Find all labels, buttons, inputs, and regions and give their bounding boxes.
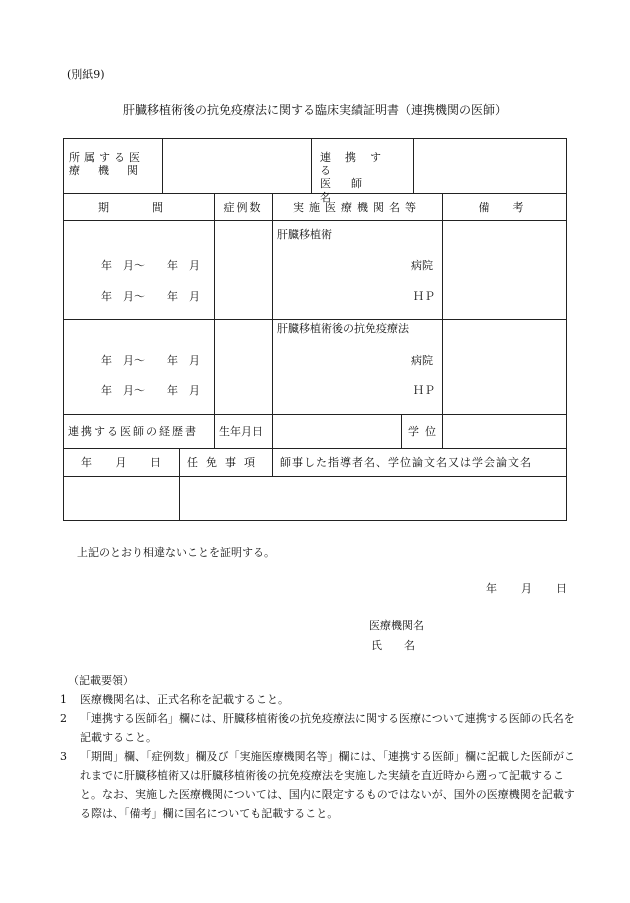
date-day-label: 日 — [556, 582, 567, 595]
rule-v — [413, 138, 414, 193]
affiliation-label-line2: 療機関 — [69, 164, 156, 178]
rule-v — [401, 414, 402, 448]
notes-section — [60, 671, 580, 823]
rule-colheads — [63, 220, 567, 221]
history-date-header — [81, 456, 161, 469]
mentor-field[interactable] — [276, 480, 562, 516]
cases-s2-field[interactable] — [218, 323, 268, 410]
hospital-s2: 病院 — [411, 354, 433, 367]
note-number: 2 — [60, 712, 67, 725]
signature-institution-label: 医療機関名 — [369, 619, 424, 632]
rule-bottom — [63, 520, 567, 521]
rule-left — [63, 138, 64, 521]
certificate-form — [63, 138, 567, 521]
appointment-field[interactable] — [183, 480, 268, 516]
rule-v — [272, 193, 273, 476]
rule-v — [214, 193, 215, 414]
partner-doctor-label-line1: 連携する — [320, 151, 395, 178]
rule-v — [214, 414, 215, 448]
partner-doctor-label — [320, 151, 406, 204]
remarks-s2-field[interactable] — [447, 323, 561, 410]
rule-v — [442, 414, 443, 448]
notes-title: （記載要領） — [68, 674, 134, 687]
certify-statement: 上記のとおり相違ないことを証明する。 — [77, 546, 275, 559]
affiliation-label-line1: 所属する医 — [69, 151, 144, 164]
note-text: 「連携する医師名」欄には、肝臓移植術後の抗免疫療法に関する医療について連携する医師の氏名を記載すること。 — [80, 712, 575, 744]
career-label: 連携する医師の経歴書 — [68, 425, 198, 438]
period-s2-row1[interactable]: 年 月〜 年 月 — [101, 354, 200, 367]
rule-v — [162, 138, 163, 193]
rule-histhead — [63, 476, 567, 477]
date-month-label: 月 — [521, 582, 532, 595]
note-item — [60, 690, 580, 709]
rule-section2 — [63, 414, 567, 415]
hp-s1: ＨＰ — [413, 290, 435, 303]
degree-label: 学位 — [408, 425, 442, 438]
rule-career — [63, 448, 567, 449]
remarks-s1-field[interactable] — [447, 224, 561, 314]
note-number: 1 — [60, 693, 67, 706]
affiliation-label — [69, 151, 157, 177]
period-header: 期 間 — [98, 201, 179, 214]
rule-v — [442, 193, 443, 414]
note-item — [60, 747, 580, 823]
history-month-label: 月 — [115, 456, 127, 469]
partner-doctor-field[interactable] — [418, 142, 562, 189]
institution-header: 実施医療機関名等 — [293, 201, 421, 214]
dob-field[interactable] — [275, 418, 397, 444]
dob-label: 生年月日 — [219, 425, 263, 438]
history-year-label: 年 — [81, 456, 92, 469]
document-number: (別紙9) — [67, 68, 105, 81]
rule-v — [311, 138, 312, 193]
appointment-header: 任免事項 — [187, 456, 263, 469]
page-title: 肝臓移植術後の抗免疫療法に関する臨床実績証明書（連携機関の医師） — [122, 103, 507, 117]
note-text: 医療機関名は、正式名称を記載すること。 — [80, 693, 289, 706]
remarks-header: 備 考 — [478, 201, 530, 214]
history-date-field[interactable] — [67, 480, 175, 516]
cases-s1-field[interactable] — [218, 224, 268, 314]
rule-right — [566, 138, 567, 521]
partner-doctor-label-line2: 医師名 — [320, 177, 382, 204]
rule-header — [63, 193, 567, 194]
period-s2-row2[interactable]: 年 月〜 年 月 — [101, 384, 200, 397]
rule-top — [63, 138, 567, 139]
note-item — [60, 709, 580, 747]
rule-section1 — [63, 319, 567, 320]
procedure-s2: 肝臓移植術後の抗免疫療法 — [277, 322, 409, 335]
history-day-label: 日 — [150, 456, 161, 469]
date-year-label: 年 — [486, 582, 497, 595]
hospital-s1: 病院 — [411, 259, 433, 272]
signature-name-label: 氏 名 — [371, 639, 415, 652]
hp-s2: ＨＰ — [413, 384, 435, 397]
note-number: 3 — [60, 750, 67, 763]
note-text: 「期間」欄、「症例数」欄及び「実施医療機関名等」欄には、「連携する医師」欄に記載した医師がこれまでに肝臓移植術又は肝臓移植術後の抗免疫療法を実施した実績を直近時から遡って記載すること。なお、実施した医療機関については、国内に限定するものではないが、国外の医療機関を記載する際は、「備考」欄に国名についても記載すること。 — [80, 750, 575, 820]
cases-header: 症例数 — [223, 201, 263, 214]
period-s1-row1[interactable]: 年 月〜 年 月 — [101, 259, 200, 272]
mentor-header: 師事した指導者名、学位論文名又は学会論文名 — [280, 456, 532, 469]
degree-field[interactable] — [447, 418, 561, 444]
period-s1-row2[interactable]: 年 月〜 年 月 — [101, 290, 200, 303]
procedure-s1: 肝臓移植術 — [277, 228, 332, 241]
affiliation-field[interactable] — [167, 142, 307, 189]
rule-v — [179, 448, 180, 521]
